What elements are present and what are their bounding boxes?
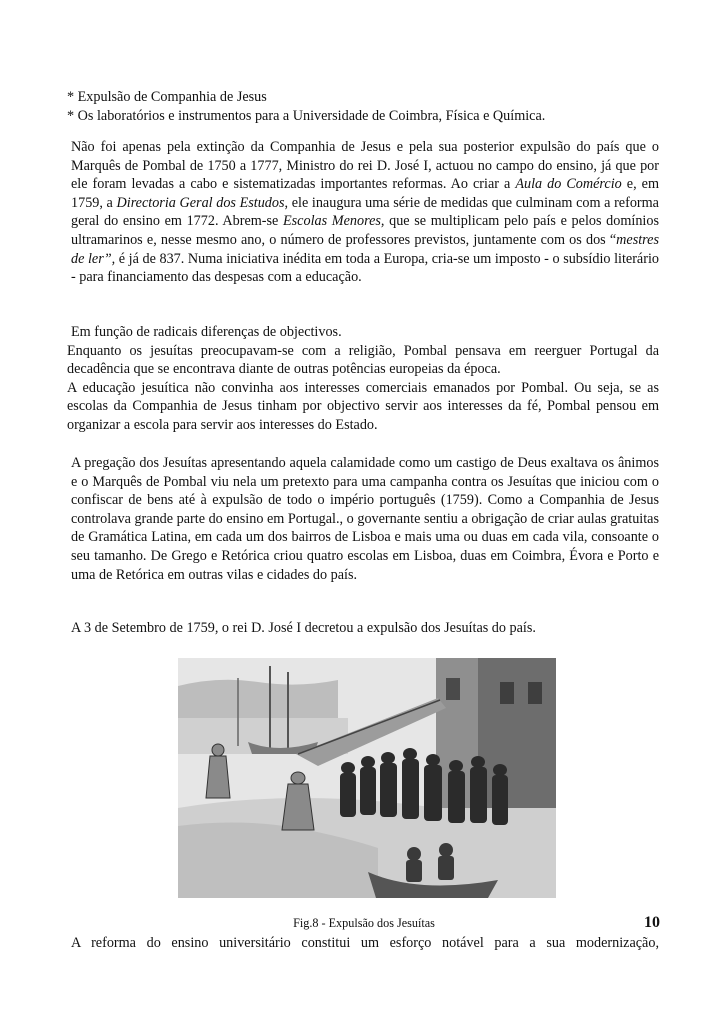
escolas-menores: Escolas Menores, — [282, 213, 385, 230]
p1-text-a: Não foi apenas pela extinção da Companhia de Jesus e pela sua posterior expulsão do país que o Marquês de Pombal de 1750 a 1777, Ministro do rei D. José I, actuou no campo do ensino, já que por ele foram levadas a cabo e sistematizadas importantes reformas. Ao criar a — [71, 139, 659, 193]
p2-line-3: A educação jesuítica não convinha aos interesses comerciais emanados por Pombal. Ou seja, se as escolas da Companhia de Jesus tinham por objectivo servir aos interesses da fé, Pombal pensou em organizar a escola para servir aos interesses do Estado. — [67, 379, 659, 433]
p1-text-e: é já de 837. Numa iniciativa inédita em toda a Europa, cria-se um imposto - o subsídio literário - para financiamento das despesas com a educação. — [71, 250, 659, 286]
p4-text: A 3 de Setembro de 1759, o rei D. José I decretou a expulsão dos Jesuítas do país. — [71, 620, 536, 636]
p1-text-d: que se multiplicam pelo país e pelos domínios ultramarinos e, nesse mesmo ano, o número de professores previstos, juntamente com os dos “ — [71, 213, 659, 248]
paragraph-1 — [67, 138, 659, 287]
p3-text: A pregação dos Jesuítas apresentando aquela calamidade como um castigo de Deus exaltava os ânimos e o Marquês de Pombal viu nela um pretexto para uma campanha contra os Jesuítas que iniciou com o confiscar de bens até à expulsão de todo o império português (1759). Como a Companhia de Jesus controlava grande parte do ensino em Portugal., o governante sentiu a obrigação de criar aulas gratuitas de Gramática Latina, em cada um dos bairros de Lisboa e mais uma ou duas em cada vila, consoante o seu tamanho. De Grego e Retórica criou quatro escolas em Lisboa, duas em Coimbra, Évora e Porto e uma de Retórica em outras vilas e cidades do país. — [71, 455, 659, 583]
p2-line-1: Em função de radicais diferenças de objectivos. — [71, 324, 342, 340]
p1-text-b: e, em 1759, a — [71, 176, 659, 211]
p2-line-2: Enquanto os jesuítas preocupavam-se com a religião, Pombal pensava em reerguer Portugal da decadência que se encontrava diante de outras potências europeias da época. — [67, 342, 659, 378]
p1-text-c: , ele inaugura uma série de medidas que culminam com a reforma geral do ensino em 1772. Abrem-se — [71, 194, 659, 230]
paragraph-2 — [67, 323, 659, 435]
bullet-line-1: * Expulsão de Companhia de Jesus — [67, 89, 267, 105]
paragraph-4 — [67, 619, 659, 638]
figure-caption: Fig.8 - Expulsão dos Jesuítas — [293, 916, 435, 930]
mestres-de-ler: mestres de ler”, — [71, 231, 659, 267]
page-number: 10 — [644, 914, 660, 931]
p5-text: A reforma do ensino universitário constitui um esforço notável para a sua modernização, — [71, 935, 659, 951]
paragraph-3 — [67, 454, 659, 584]
bullet-line-2: * Os laboratórios e instrumentos para a Universidade de Coimbra, Física e Química. — [67, 108, 546, 124]
directoria-geral: Directoria Geral dos Estudos — [116, 194, 285, 211]
paragraph-5 — [67, 934, 659, 953]
aula-do-comercio: Aula do Comércio — [515, 176, 622, 193]
expulsion-illustration — [178, 658, 556, 898]
